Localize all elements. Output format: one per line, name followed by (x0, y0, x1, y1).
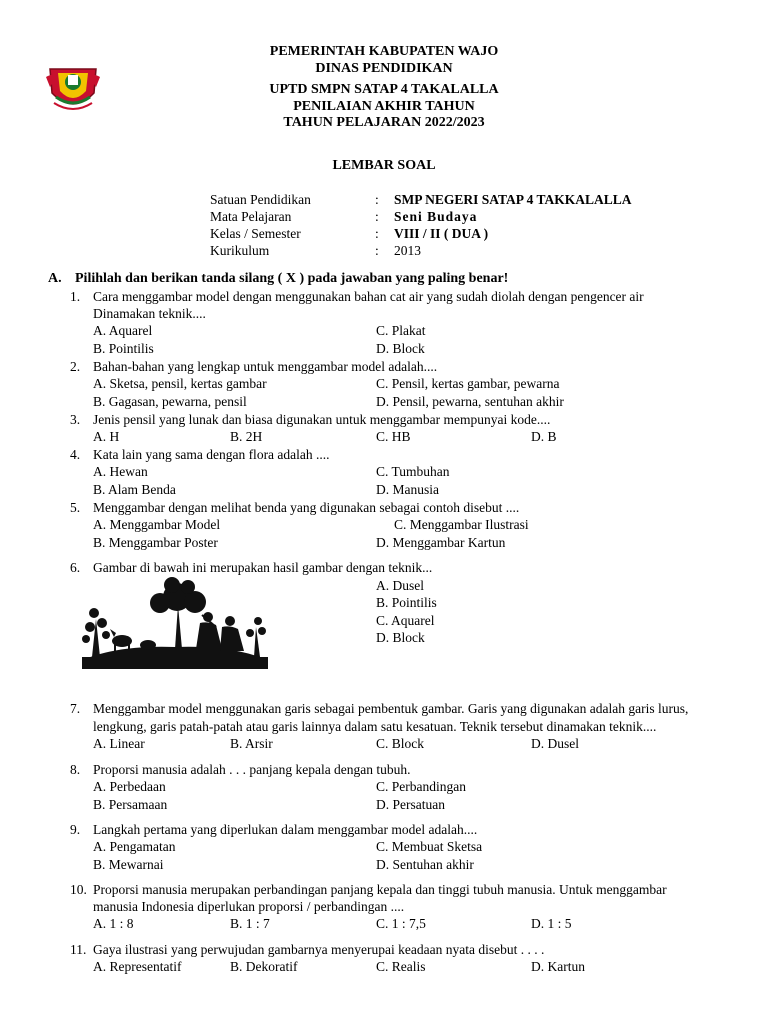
section-letter: A. (48, 271, 62, 286)
option-a[interactable]: A. Hewan (93, 464, 148, 479)
option-a[interactable]: A. Representatif (93, 959, 182, 974)
header-exam: PENILAIAN AKHIR TAHUN (293, 99, 475, 114)
option-d[interactable]: D. Block (376, 341, 425, 356)
question-number: 6. (70, 560, 81, 575)
question-text: Kata lain yang sama dengan flora adalah .... (93, 447, 330, 462)
info-separator: : (375, 209, 379, 224)
option-b[interactable]: B. Menggambar Poster (93, 535, 218, 550)
header-agency: DINAS PENDIDIKAN (315, 61, 453, 76)
option-b[interactable]: B. Arsir (230, 736, 273, 751)
option-c[interactable]: C. Perbandingan (376, 779, 466, 794)
question-number: 7. (70, 701, 81, 716)
option-a[interactable]: A. Sketsa, pensil, kertas gambar (93, 376, 267, 391)
option-d[interactable]: D. Pensil, pewarna, sentuhan akhir (376, 394, 564, 409)
option-d[interactable]: D. 1 : 5 (531, 916, 572, 931)
option-c[interactable]: C. Tumbuhan (376, 464, 450, 479)
option-b[interactable]: B. Mewarnai (93, 857, 164, 872)
question-text: Gaya ilustrasi yang perwujudan gambarnya menyerupai keadaan nyata disebut . . . . (93, 942, 545, 957)
option-b[interactable]: B. Pointilis (376, 595, 437, 610)
option-a[interactable]: A. Aquarel (93, 323, 153, 338)
option-b[interactable]: B. 2H (230, 429, 263, 444)
info-separator: : (375, 243, 379, 258)
info-label: Kelas / Semester (210, 226, 301, 241)
option-c[interactable]: C. HB (376, 429, 411, 444)
info-separator: : (375, 226, 379, 241)
silhouette-illustration (80, 575, 270, 670)
option-c[interactable]: C. Pensil, kertas gambar, pewarna (376, 376, 560, 391)
question-number: 3. (70, 412, 81, 427)
option-d[interactable]: D. Kartun (531, 959, 585, 974)
option-c[interactable]: C. Aquarel (376, 613, 435, 628)
section-instruction: Pilihlah dan berikan tanda silang ( X ) pada jawaban yang paling benar! (75, 271, 509, 286)
question-number: 9. (70, 822, 81, 837)
question-number: 10. (70, 882, 87, 897)
info-label: Satuan Pendidikan (210, 192, 311, 207)
question-text: Menggambar model menggunakan garis sebagai pembentuk gambar. Garis yang digunakan adalah garis lurus, (93, 701, 689, 716)
option-a[interactable]: A. Dusel (376, 578, 424, 593)
question-number: 4. (70, 447, 81, 462)
option-c[interactable]: C. Realis (376, 959, 426, 974)
option-d[interactable]: D. Persatuan (376, 797, 445, 812)
question-text: Cara menggambar model dengan menggunakan bahan cat air yang sudah diolah dengan pengencer air (93, 289, 644, 304)
option-c[interactable]: C. 1 : 7,5 (376, 916, 426, 931)
option-b[interactable]: B. Pointilis (93, 341, 154, 356)
option-c[interactable]: C. Block (376, 736, 425, 751)
info-label: Kurikulum (210, 243, 270, 258)
option-c[interactable]: C. Plakat (376, 323, 426, 338)
header-year: TAHUN PELAJARAN 2022/2023 (283, 115, 485, 130)
option-b[interactable]: B. Dekoratif (230, 959, 298, 974)
question-text: Proporsi manusia merupakan perbandingan panjang kepala dan tinggi tubuh manusia. Untuk menggambar (93, 882, 667, 897)
option-b[interactable]: B. Alam Benda (93, 482, 176, 497)
option-a[interactable]: A. 1 : 8 (93, 916, 134, 931)
option-d[interactable]: D. Sentuhan akhir (376, 857, 474, 872)
option-d[interactable]: D. Dusel (531, 736, 579, 751)
option-d[interactable]: D. Menggambar Kartun (376, 535, 506, 550)
option-a[interactable]: A. H (93, 429, 120, 444)
question-text: Menggambar dengan melihat benda yang digunakan sebagai contoh disebut .... (93, 500, 520, 515)
option-b[interactable]: B. Gagasan, pewarna, pensil (93, 394, 247, 409)
option-a[interactable]: A. Menggambar Model (93, 517, 221, 532)
info-label: Mata Pelajaran (210, 209, 292, 224)
option-c[interactable]: C. Menggambar Ilustrasi (394, 517, 529, 532)
option-d[interactable]: D. B (531, 429, 557, 444)
question-number: 8. (70, 762, 81, 777)
option-d[interactable]: D. Manusia (376, 482, 439, 497)
option-b[interactable]: B. Persamaan (93, 797, 168, 812)
question-text: Gambar di bawah ini merupakan hasil gambar dengan teknik... (93, 560, 433, 575)
option-a[interactable]: A. Perbedaan (93, 779, 166, 794)
question-text: Bahan-bahan yang lengkap untuk menggambar model adalah.... (93, 359, 438, 374)
question-number: 1. (70, 289, 81, 304)
doc-title: LEMBAR SOAL (332, 158, 436, 173)
question-number: 2. (70, 359, 81, 374)
option-d[interactable]: D. Block (376, 630, 425, 645)
option-a[interactable]: A. Pengamatan (93, 839, 176, 854)
question-text: manusia Indonesia diperlukan proporsi / perbandingan .... (93, 899, 405, 914)
header-government: PEMERINTAH KABUPATEN WAJO (269, 44, 499, 59)
option-b[interactable]: B. 1 : 7 (230, 916, 270, 931)
question-text: Jenis pensil yang lunak dan biasa digunakan untuk menggambar mempunyai kode.... (93, 412, 551, 427)
question-number: 11. (70, 942, 87, 957)
option-a[interactable]: A. Linear (93, 736, 145, 751)
header-school: UPTD SMPN SATAP 4 TAKALALLA (269, 82, 499, 97)
question-number: 5. (70, 500, 81, 515)
question-text: lengkung, garis patah-patah atau garis lainnya dalam satu kesatuan. Teknik tersebut dinamakan teknik.... (93, 719, 657, 734)
info-value: 2013 (394, 243, 421, 258)
option-c[interactable]: C. Membuat Sketsa (376, 839, 483, 854)
info-separator: : (375, 192, 379, 207)
question-text: Proporsi manusia adalah . . . panjang kepala dengan tubuh. (93, 762, 411, 777)
question-text: Langkah pertama yang diperlukan dalam menggambar model adalah.... (93, 822, 478, 837)
info-value: Seni Budaya (394, 209, 478, 224)
info-value: SMP NEGERI SATAP 4 TAKKALALLA (394, 192, 632, 207)
info-value: VIII / II ( DUA ) (394, 226, 489, 241)
question-text: Dinamakan teknik.... (93, 306, 206, 321)
